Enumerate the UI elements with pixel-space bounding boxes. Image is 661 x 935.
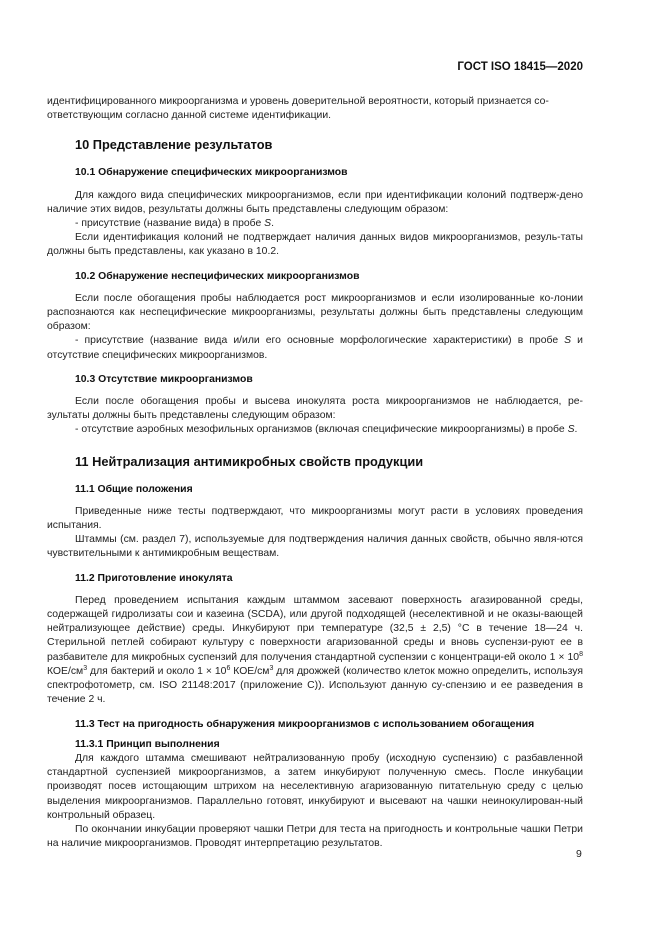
section-10-1-paragraph-1: Для каждого вида специфических микроорганизмов, если при идентификации колоний подтверж-дено наличие этих видов, результаты должны быть представлены следующим образом: [47, 189, 583, 215]
section-11-3-1-paragraph-2: По окончании инкубации проверяют чашки Петри для теста на пригодность и контрольные чашки Петри на наличие микроорганизмов. Проводят интерпретацию результатов. [47, 823, 583, 850]
paragraph-text: - отсутствие аэробных мезофильных организмов (включая специфические микроорганизмы) в пробе [75, 424, 568, 436]
section-11-heading: 11 Нейтрализация антимикробных свойств продукции [75, 453, 424, 469]
paragraph-text-b: КОЕ/см [47, 665, 84, 677]
section-10-3-heading: 10.3 Отсутствие микроорганизмов [75, 373, 253, 385]
section-11-1-paragraph-1: Приведенные ниже тесты подтверждают, что микроорганизмы могут расти в условиях проведения испытания. [47, 505, 583, 532]
section-11-3-1-heading: 11.3.1 Принцип выполнения [75, 738, 220, 750]
exponent: 6 [226, 664, 231, 672]
section-11-2-heading: 11.2 Приготовление инокулята [75, 572, 233, 584]
paragraph-text-end: . [271, 218, 274, 230]
section-10-2-paragraph-2 [47, 334, 583, 362]
paragraph-text: - присутствие (название вида) в пробе [75, 218, 265, 230]
page-content [47, 95, 583, 851]
section-10-heading: 10 Представление результатов [75, 137, 273, 153]
sample-symbol: S [264, 218, 272, 230]
section-10-3-paragraph-2 [47, 423, 583, 437]
section-10-1-heading: 10.1 Обнаружение специфических микроорганизмов [75, 167, 348, 179]
sample-symbol: S [567, 424, 575, 436]
section-11-3-1-paragraph-1: Для каждого штамма смешивают нейтрализованную пробу (исходную суспензию) с разбавленной стандартной суспензией микроорганизмов, а затем инкубируют полученную смесь. После инкубации производят посев истощающим штрихом на неселективную агаризованную питательную среду с целью выделения микроорганизмов. Параллельно готовят, инкубируют и высевают на чашки неинокулирован-ный контрольный образец. [47, 752, 583, 821]
page-number: 9 [576, 848, 582, 860]
exponent: 8 [579, 650, 583, 658]
section-11-1-paragraph-2: Штаммы (см. раздел 7), используемые для подтверждения наличия данных свойств, обычно явля-ются чувствительными к антимикробным веществам. [47, 534, 583, 560]
paragraph-text-end: и отсутствие специфических микроорганизмов. [47, 335, 583, 361]
paragraph-text-end: . [574, 424, 578, 436]
section-11-1-heading: 11.1 Общие положения [75, 483, 193, 495]
section-10-3-paragraph-1: Если после обогащения пробы и высева инокулята роста микроорганизмов не наблюдается, ре-зультаты должны быть представлены следующим образом: [47, 396, 583, 422]
document-id-header: ГОСТ ISO 18415—2020 [457, 61, 583, 73]
paragraph-text-e: для дрожжей (количество клеток можно определить, используя спектрофотометр, см. ISO 21148:2017 (приложение С)). Используют данную су-спензию и ее разведения в течение 2 ч. [47, 665, 583, 706]
intro-line-1: идентифицированного микроорганизма и уровень доверительной вероятности, который признается со- [47, 96, 549, 107]
paragraph-text: - присутствие (название вида и/или его основные морфологические характеристики) в пробе [75, 335, 565, 347]
section-10-2-heading: 10.2 Обнаружение неспецифических микроорганизмов [75, 270, 360, 282]
exponent: 3 [83, 664, 88, 672]
section-10-2-paragraph-1: Если после обогащения пробы наблюдается рост микроорганизмов и если изолированные ко-лонии распознаются как неспецифические микроорганизмы, результаты должны быть представлены следующим образом: [47, 292, 583, 333]
exponent: 3 [269, 664, 274, 672]
paragraph-text-d: КОЕ/см [230, 665, 270, 677]
sample-symbol: S [564, 335, 572, 347]
section-10-1-paragraph-3: Если идентификация колоний не подтверждает наличия данных видов микроорганизмов, резуль-таты должны быть представлены, как указано в 10.2. [47, 232, 583, 258]
paragraph-text-a: Перед проведением испытания каждым штаммом засевают поверхность агазированной среды, содержащей гидролизаты сои и казеина (SCDA), или другой подходящей (неселективной и не оказы-вающей нейтрализующее действие) среды. Инкубируют при температуре (32,5 ± 2,5) °С в течение 18—24 ч. Стерильной петлей собирают культуру с поверхности агаризованной среды и вновь суспензи-руют ее в разбавителе для микробных суспензий для получения стандартной суспензии с концентраци-ей около 1 × 10 [47, 594, 583, 663]
paragraph-text-c: для бактерий и около 1 × 10 [87, 665, 227, 677]
intro-line-2: ответствующим согласно данной системе идентификации. [47, 110, 332, 122]
section-10-1-paragraph-2 [47, 217, 583, 231]
section-11-2-paragraph-1 [47, 594, 583, 708]
section-11-3-heading: 11.3 Тест на пригодность обнаружения микроорганизмов с использованием обогащения [75, 718, 535, 730]
